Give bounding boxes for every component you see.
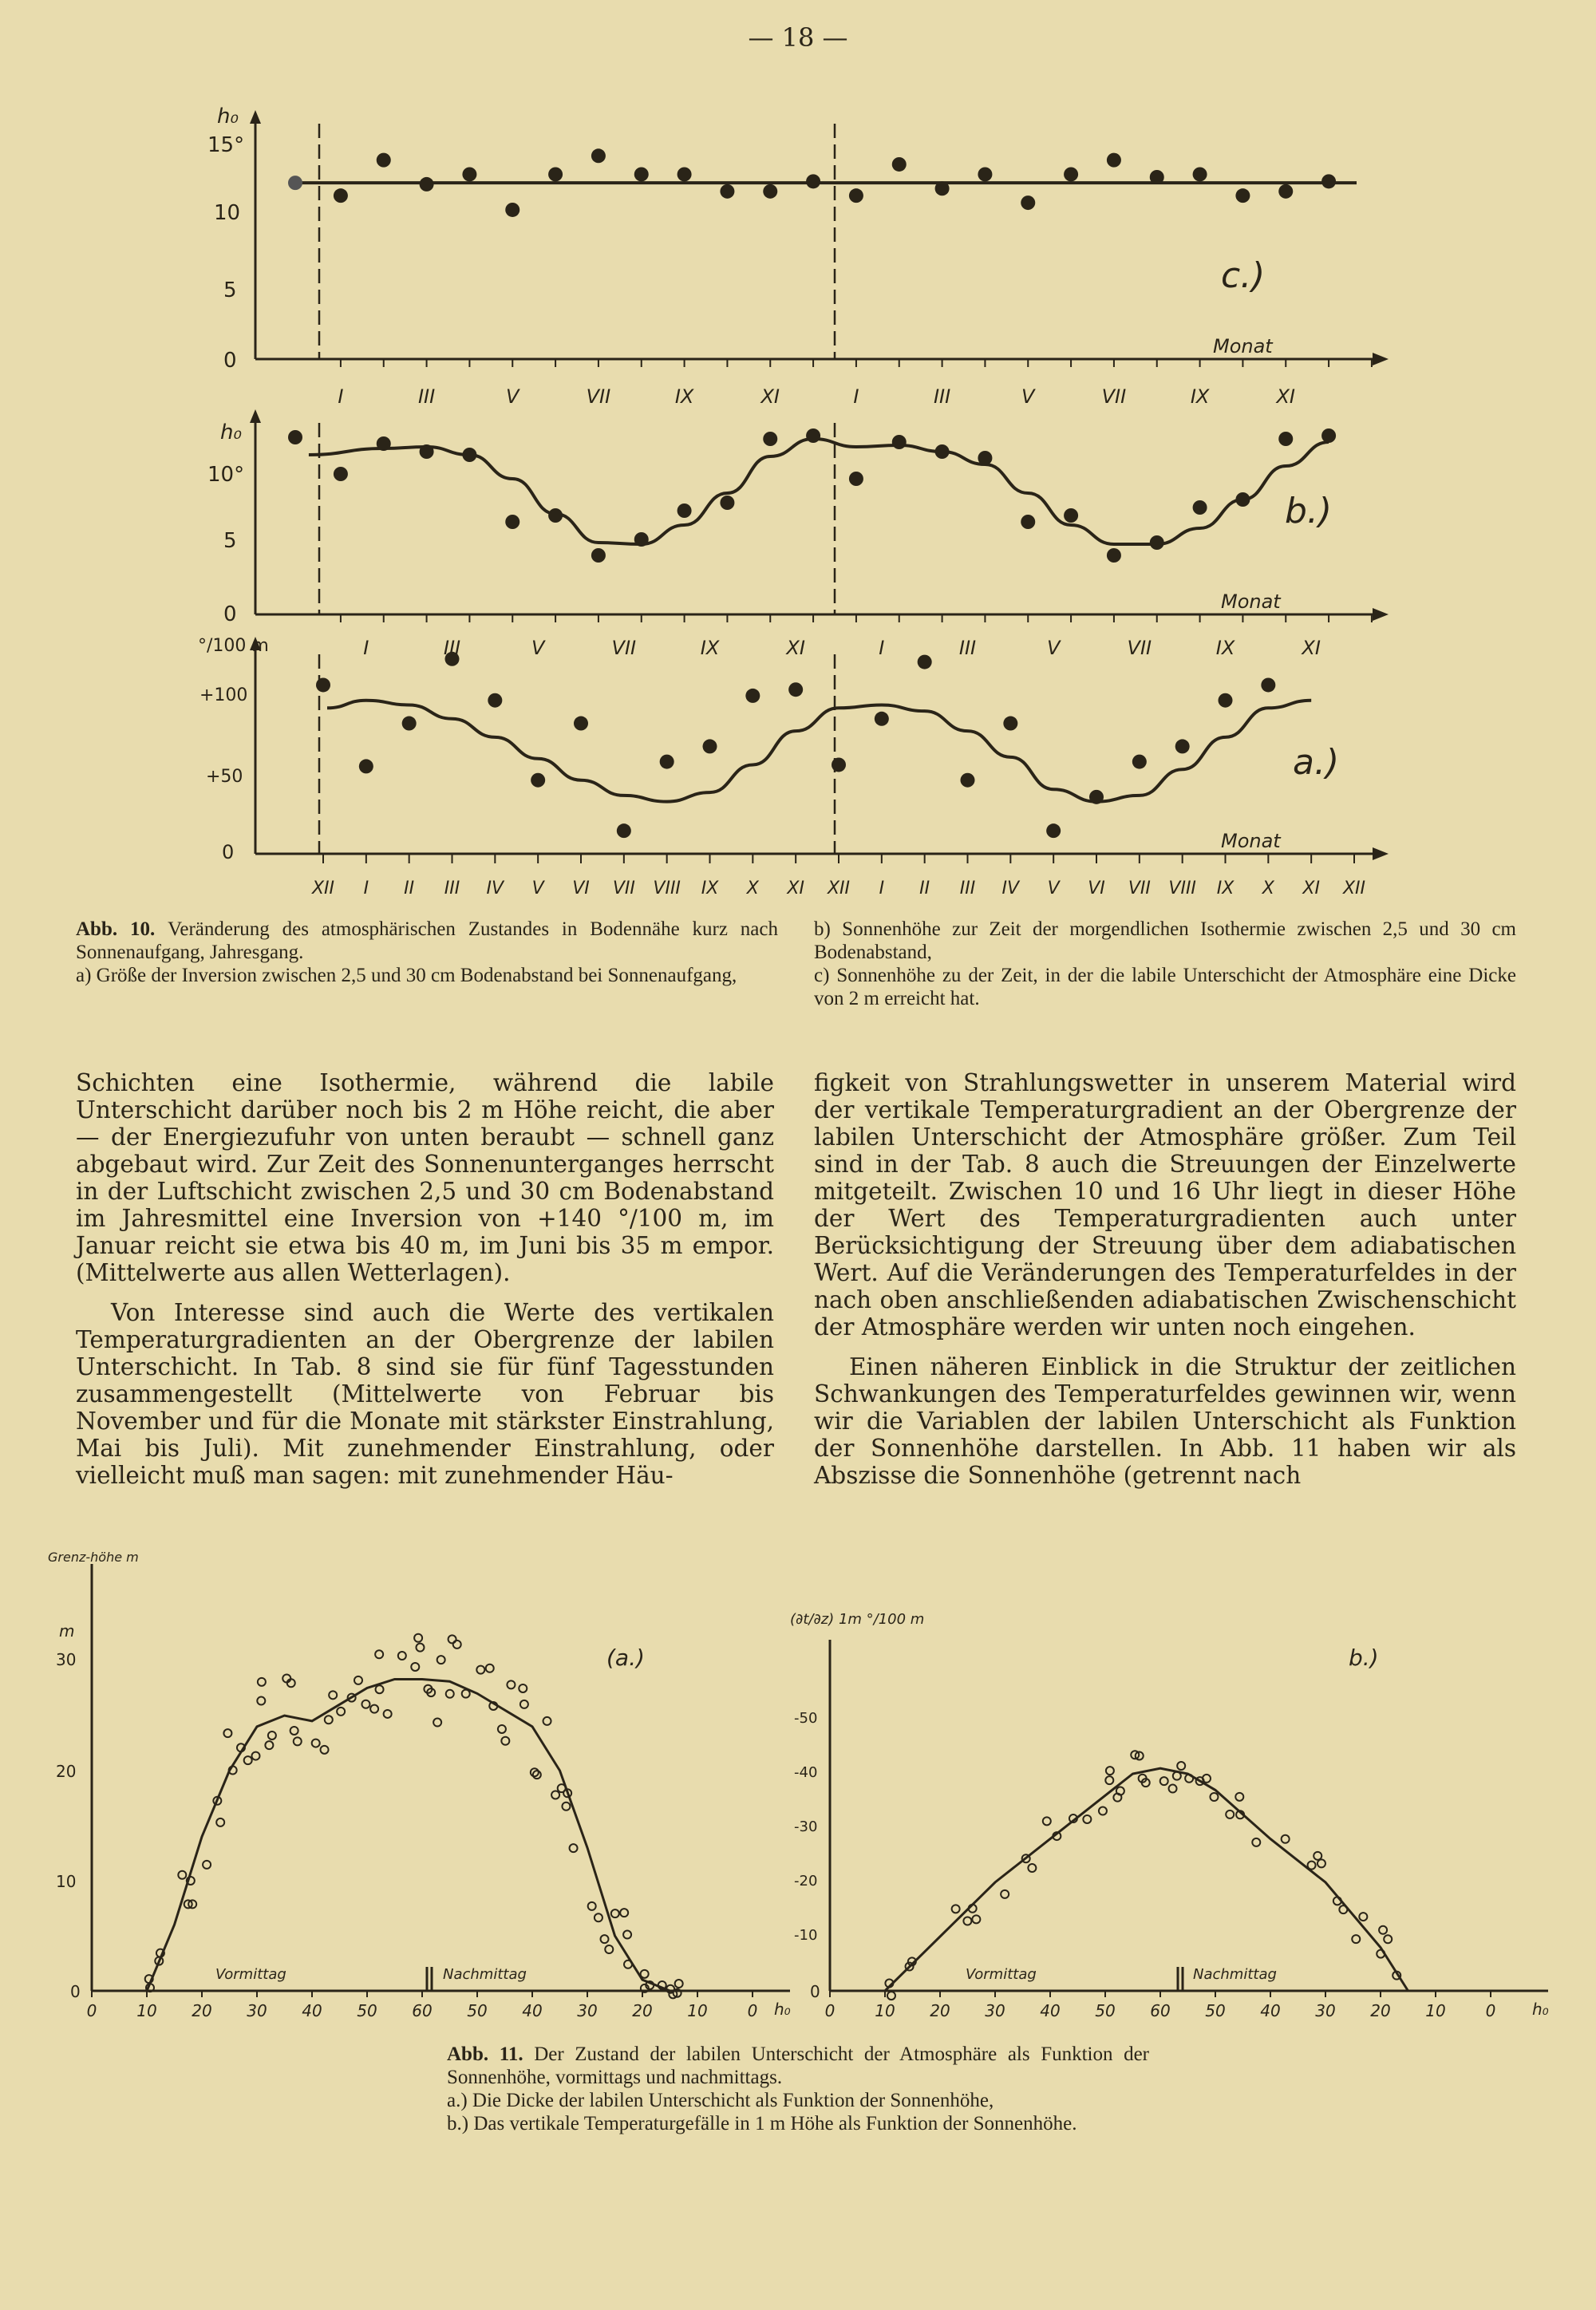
a11-point <box>398 1652 406 1660</box>
a11-point <box>203 1861 211 1869</box>
c-xtick-label: I <box>853 385 859 408</box>
fig11-caption-title: Der Zustand der labilen Unterschicht der Atmosphäre als Funktion der Sonnenhöhe, vormittags und nachmittags. <box>447 2043 1150 2088</box>
a-xtick-label: VI <box>572 879 590 898</box>
b11-xtick-label: 40 <box>1040 2001 1061 2020</box>
b-point <box>634 532 649 547</box>
b11-seg-nachmittag: Nachmittag <box>1193 1966 1277 1983</box>
a11-point <box>268 1732 276 1739</box>
a-top-label: V <box>1046 637 1061 659</box>
a-point <box>402 717 417 731</box>
a11-point <box>611 1909 619 1917</box>
a-xtick-label: IV <box>486 879 504 898</box>
fig11-caption-a: a.) Die Dicke der labilen Unterschicht als Funktion der Sonnenhöhe, <box>447 2090 994 2111</box>
body-right-p1: figkeit von Strahlungswetter in unserem Material wird der vertikale Temperaturgradient an der Obergrenze der labilen Unterschicht der Atmosphäre größer. Zum Teil sind in der Tab. 8 auch die Streuungen der Einzelwerte mitgeteilt. Zwischen 10 und 16 Uhr liegt in dieser Höhe der Wert des Temperaturgradienten auch unter Berücksichtigung der Streuung über dem adiabatischen Wert. Auf die Veränderungen des Temperaturfeldes in der nach oben anschließenden adiabatischen Zwischenschicht der Atmosphäre werden wir unten noch eingehen. <box>814 1069 1516 1341</box>
b11-point <box>1252 1838 1260 1846</box>
a11-point <box>411 1663 419 1671</box>
b-point <box>1107 548 1121 563</box>
c-point <box>892 157 907 172</box>
a-xtick-label: I <box>363 879 369 898</box>
c-xtick-label: XI <box>1276 385 1296 408</box>
a11-point <box>329 1691 337 1699</box>
a11-xtick-label: 10 <box>136 2001 157 2020</box>
a-title: a.) <box>1293 742 1340 783</box>
c-xtick-label: IX <box>1190 385 1210 408</box>
a11-point <box>251 1752 259 1760</box>
svg-text:m: m <box>59 1621 75 1641</box>
b-curve <box>309 439 1329 544</box>
a-xtick-label: XI <box>787 879 804 898</box>
c-point <box>720 184 734 199</box>
b11-point <box>1226 1810 1234 1818</box>
a-top-label: VII <box>611 637 637 659</box>
b11-point <box>1169 1785 1177 1793</box>
c-point <box>678 167 692 181</box>
b11-point <box>1314 1852 1321 1860</box>
a11-point <box>570 1844 578 1852</box>
b11-point <box>1384 1935 1392 1943</box>
a11-xtick-label: 20 <box>632 2001 653 2020</box>
a11-curve <box>147 1679 686 1991</box>
b-ytick-0: 0 <box>223 602 237 626</box>
a-xtick-label: IV <box>1001 879 1020 898</box>
a11-point <box>312 1739 320 1747</box>
b11-ytick-50: -50 <box>794 1710 818 1727</box>
b11-point <box>1083 1815 1091 1823</box>
body-left-column <box>76 1069 774 1502</box>
b-point <box>420 444 434 459</box>
a11-ytick-0: 0 <box>70 1982 81 2001</box>
fig11-caption-lead: Abb. 11. <box>447 2043 523 2065</box>
body-right-column <box>814 1069 1516 1502</box>
a11-point <box>551 1791 559 1799</box>
b11-xtick-label: 10 <box>875 2001 895 2020</box>
a11-xtick-label: 10 <box>687 2001 708 2020</box>
c-xtick-label: XI <box>760 385 780 408</box>
figure-11 <box>32 1544 1572 2023</box>
b11-xtick-label: 20 <box>930 2001 950 2020</box>
a11-point <box>216 1818 224 1826</box>
c-point <box>935 181 950 195</box>
a11-xtick-label: 0 <box>747 2001 758 2020</box>
b11-point <box>1043 1817 1051 1825</box>
c-xtick-label: V <box>1021 385 1035 408</box>
c-point <box>634 167 649 181</box>
b11-point <box>1177 1762 1185 1770</box>
a-point <box>1261 677 1275 692</box>
a11-point <box>501 1737 509 1745</box>
body-left-p2: Von Interesse sind auch die Werte des vertikalen Temperaturgradienten an der Obergrenze der labilen Unterschicht. In Tab. 8 sind sie für fünf Tagesstunden zusammengestellt (Mittelwerte von Februar bis November und für die Monate mit stärkster Einstrahlung, Mai bis Juli). Mit zunehmender Einstrahlung, oder vielleicht muß man sagen: mit zunehmender Häu- <box>76 1299 774 1489</box>
b11-point <box>1173 1772 1181 1780</box>
a11-point <box>520 1700 528 1708</box>
c-xtick-label: III <box>933 385 951 408</box>
b-point <box>1321 428 1336 443</box>
a11-point <box>446 1690 454 1698</box>
a11-point <box>361 1700 369 1708</box>
b-xlabel: Monat <box>1221 590 1281 613</box>
a-curve <box>327 701 1311 802</box>
a11-point <box>321 1746 329 1754</box>
b11-point <box>1308 1862 1316 1870</box>
c-ytick-0: 0 <box>223 349 237 373</box>
b11-xtick-label: 40 <box>1260 2001 1281 2020</box>
c-xtick-label: IX <box>674 385 694 408</box>
a11-point <box>290 1727 298 1735</box>
b11-xtick-label: 30 <box>1315 2001 1336 2020</box>
a-xtick-label: VIII <box>653 879 681 898</box>
b11-point <box>963 1917 971 1925</box>
b-point <box>935 444 950 459</box>
a11-seg-vormittag: Vormittag <box>215 1966 286 1983</box>
c-xtick-label: V <box>506 385 519 408</box>
a-point <box>531 773 545 788</box>
a-top-label: XI <box>1302 637 1321 659</box>
c-point <box>1193 167 1207 181</box>
a-point <box>703 739 717 753</box>
b11-ytick-40: -40 <box>794 1764 818 1781</box>
figure-10 <box>176 104 1389 902</box>
a-point <box>918 655 932 669</box>
b11-xlabel: h₀ <box>1532 2000 1549 2019</box>
a11-point <box>376 1685 384 1693</box>
a11-title: (a.) <box>606 1645 645 1671</box>
a-top-label: III <box>443 637 461 659</box>
b11-xtick-label: 50 <box>1205 2001 1226 2020</box>
b11-point <box>1099 1807 1107 1815</box>
a11-point <box>375 1650 383 1658</box>
fig10-caption-c: c) Sonnenhöhe zu der Zeit, in der die labile Unterschicht der Atmosphäre eine Dicke von 2 m erreicht hat. <box>814 965 1516 1009</box>
b11-ytick-20: -20 <box>794 1873 818 1889</box>
a-xtick-label: II <box>919 879 930 898</box>
a-point <box>875 712 889 726</box>
c-point <box>849 188 863 203</box>
a11-point <box>384 1710 392 1718</box>
a11-xtick-label: 0 <box>86 2001 97 2020</box>
a-xtick-label: XII <box>311 879 335 898</box>
a11-point <box>519 1684 527 1692</box>
page-number: — 18 — <box>748 22 848 53</box>
c-point <box>420 177 434 192</box>
body-left-p1: Schichten eine Isothermie, während die labile Unterschicht darüber noch bis 2 m Höhe reicht, die aber — der Energiezufuhr von unten beraubt — schnell ganz abgebaut wird. Zur Zeit des Sonnenunterganges herrscht in der Luftschicht zwischen 2,5 und 30 cm Bodenabstand im Jahresmittel eine Inversion von +140 °/100 m, im Januar reicht sie etwa bis 40 m, im Juni bis 35 m empor. (Mittelwerte aus allen Wetterlagen). <box>76 1069 774 1286</box>
b11-point <box>1379 1926 1387 1934</box>
a-top-label: IX <box>700 637 720 659</box>
c-ytick-10: 10 <box>214 201 241 225</box>
a-point <box>488 693 502 708</box>
a11-point <box>265 1741 273 1749</box>
c-point <box>1064 167 1078 181</box>
a11-point <box>433 1719 441 1727</box>
b11-ytick-10: -10 <box>794 1927 818 1944</box>
a-xtick-label: II <box>404 879 415 898</box>
a11-ytick-30: 30 <box>56 1650 77 1669</box>
b11-point <box>952 1905 960 1913</box>
b11-point <box>1001 1890 1009 1898</box>
a11-point <box>562 1803 570 1810</box>
b-point <box>849 472 863 486</box>
b-title: b.) <box>1285 491 1333 531</box>
b11-curve <box>885 1768 1408 1991</box>
a-xtick-label: VII <box>1128 879 1151 898</box>
a11-ytick-20: 20 <box>56 1762 77 1781</box>
a-ytick-0: 0 <box>222 841 235 863</box>
b-point <box>720 496 734 510</box>
fig10-caption-lead: Abb. 10. <box>76 918 156 940</box>
a11-point <box>437 1656 445 1664</box>
c-point <box>462 167 476 181</box>
a11-point <box>223 1729 231 1737</box>
a-xtick-label: XII <box>827 879 851 898</box>
b-point <box>288 430 302 444</box>
b-point <box>505 515 519 529</box>
a-xtick-label: XI <box>1302 879 1320 898</box>
a-ytick-50: +50 <box>206 767 243 787</box>
b11-point <box>1106 1767 1114 1775</box>
a-top-label: XI <box>786 637 805 659</box>
a11-point <box>416 1644 424 1652</box>
b11-title: b.) <box>1349 1645 1379 1671</box>
b11-xtick-label: 0 <box>824 2001 836 2020</box>
c-ytick-5: 5 <box>223 278 237 302</box>
b11-point <box>1235 1793 1243 1801</box>
b-point <box>1193 500 1207 515</box>
fig10-caption-a: a) Größe der Inversion zwischen 2,5 und 30 cm Bodenabstand bei Sonnenaufgang, <box>76 965 737 986</box>
a11-point <box>595 1913 602 1921</box>
a11-point <box>462 1690 470 1698</box>
c-ylabel: h₀ <box>217 105 239 128</box>
c-xtick-label: III <box>417 385 436 408</box>
a11-xlabel: h₀ <box>774 2000 791 2019</box>
a-xtick-label: XII <box>1342 879 1366 898</box>
a-top-label: I <box>363 637 369 659</box>
c-point <box>591 148 606 163</box>
a-top-label: V <box>531 637 545 659</box>
a11-point <box>675 1980 683 1988</box>
b-point <box>462 448 476 462</box>
a-xtick-label: X <box>1262 879 1274 898</box>
fig11-caption-b: b.) Das vertikale Temperaturgefälle in 1 m Höhe als Funktion der Sonnenhöhe. <box>447 2113 1077 2134</box>
a-xtick-label: V <box>1047 879 1060 898</box>
a-point <box>1219 693 1233 708</box>
a11-xtick-label: 60 <box>412 2001 433 2020</box>
fig11-caption <box>447 2043 1149 2135</box>
b11-point <box>1028 1864 1036 1872</box>
a-point <box>617 823 631 838</box>
b-point <box>377 436 391 451</box>
a11-seg-nachmittag: Nachmittag <box>443 1966 527 1983</box>
a-top-label: I <box>879 637 885 659</box>
b11-point <box>1317 1859 1325 1867</box>
a11-point <box>486 1664 494 1672</box>
fig10-caption-title: Veränderung des atmosphärischen Zustandes in Bodennähe kurz nach Sonnenaufgang, Jahresgang. <box>76 918 778 963</box>
a11-point <box>337 1708 345 1716</box>
fig10-caption-right <box>814 918 1516 1010</box>
a11-xtick-label: 30 <box>247 2001 267 2020</box>
a11-point <box>507 1680 515 1688</box>
b11-ylabel: (∂t/∂z) 1m °/100 m <box>790 1611 925 1628</box>
a11-point <box>543 1717 551 1725</box>
c-xtick-label: I <box>338 385 344 408</box>
c-xtick-label: VII <box>1101 385 1127 408</box>
c-point <box>806 174 820 188</box>
a-point <box>1003 717 1017 731</box>
a-point <box>1089 790 1104 804</box>
c-point <box>1150 170 1164 184</box>
a-point <box>574 717 588 731</box>
a11-point <box>354 1676 362 1684</box>
a11-point <box>624 1961 632 1968</box>
fig10-caption-b: b) Sonnenhöhe zur Zeit der morgendlichen Isothermie zwischen 2,5 und 30 cm Bodenabstand, <box>814 918 1516 963</box>
a11-xtick-label: 30 <box>577 2001 598 2020</box>
a11-point <box>605 1945 613 1953</box>
a-ylabel: °/100 m <box>198 636 269 656</box>
a11-point <box>244 1756 252 1764</box>
a-xtick-label: VIII <box>1168 879 1196 898</box>
a-top-label: VII <box>1127 637 1152 659</box>
a11-xtick-label: 50 <box>357 2001 377 2020</box>
b11-point <box>1282 1835 1290 1843</box>
b11-xtick-label: 50 <box>1095 2001 1116 2020</box>
c-point <box>1021 195 1035 210</box>
a11-ylabel: Grenz-höhe m <box>48 1550 139 1565</box>
b-point <box>334 467 348 481</box>
c-ytick-15: 15° <box>207 133 245 157</box>
a-point <box>316 677 330 692</box>
a11-point <box>258 1678 266 1686</box>
a-xtick-label: VII <box>612 879 635 898</box>
b-point <box>1235 492 1250 507</box>
b11-point <box>972 1915 980 1923</box>
b-point <box>763 432 777 446</box>
a-ytick-100: +100 <box>200 685 248 705</box>
a11-point <box>370 1705 378 1713</box>
b-ytick-5: 5 <box>223 529 237 553</box>
a11-point <box>558 1784 566 1792</box>
b11-xtick-label: 0 <box>1485 2001 1496 2020</box>
a-xtick-label: III <box>444 879 460 898</box>
a-xtick-label: X <box>746 879 759 898</box>
a11-point <box>294 1737 302 1745</box>
b-point <box>1278 432 1293 446</box>
b-point <box>1150 535 1164 550</box>
a-point <box>1175 739 1190 753</box>
a11-point <box>623 1931 631 1939</box>
b11-point <box>1339 1905 1347 1913</box>
a11-point <box>448 1635 456 1643</box>
a-point <box>1132 755 1147 769</box>
a11-point <box>498 1725 506 1733</box>
b11-point <box>1160 1777 1168 1785</box>
b11-ytick-30: -30 <box>794 1818 818 1835</box>
a-point <box>1046 823 1061 838</box>
b-ytick-10: 10° <box>207 463 245 487</box>
b11-point <box>1210 1793 1218 1801</box>
a-xtick-label: IX <box>701 879 719 898</box>
b11-xtick-label: 30 <box>985 2001 1005 2020</box>
b11-point <box>1105 1776 1113 1784</box>
b-point <box>678 503 692 518</box>
c-point <box>548 167 563 181</box>
a11-point <box>588 1902 596 1910</box>
a11-point <box>178 1871 186 1879</box>
b-point <box>1021 515 1035 529</box>
a-point <box>359 759 373 773</box>
a-point <box>788 682 803 697</box>
body-right-p2: Einen näheren Einblick in die Struktur der zeitlichen Schwankungen des Temperaturfeldes gewinnen wir, wenn wir die Variablen der labilen Unterschicht als Funktion der Sonnenhöhe darstellen. In Abb. 11 haben wir als Abszisse die Sonnenhöhe (getrennt nach <box>814 1353 1516 1489</box>
c-title: c.) <box>1221 255 1266 296</box>
a11-xtick-label: 20 <box>192 2001 212 2020</box>
c-point <box>978 167 992 181</box>
b11-seg-vormittag: Vormittag <box>966 1966 1037 1983</box>
a-xtick-label: III <box>959 879 976 898</box>
a11-xtick-label: 40 <box>302 2001 322 2020</box>
a11-xtick-label: 50 <box>467 2001 488 2020</box>
c-point <box>377 153 391 168</box>
c-point <box>334 188 348 203</box>
a11-point <box>257 1697 265 1705</box>
a11-ytick-10: 10 <box>56 1872 77 1891</box>
fig10-caption-left <box>76 918 778 987</box>
c-xlabel: Monat <box>1213 335 1273 357</box>
a11-point <box>601 1935 609 1943</box>
c-point <box>1321 174 1336 188</box>
a-top-label: IX <box>1215 637 1235 659</box>
c-xtick-label: VII <box>586 385 611 408</box>
b-point <box>978 451 992 465</box>
b-point <box>806 428 820 443</box>
a-xtick-label: I <box>879 879 885 898</box>
b11-xtick-label: 60 <box>1150 2001 1171 2020</box>
a-xlabel: Monat <box>1221 830 1281 852</box>
c-point <box>1235 188 1250 203</box>
b-point <box>548 508 563 523</box>
a-xtick-label: VI <box>1088 879 1105 898</box>
a-point <box>660 755 674 769</box>
b-point <box>892 435 907 449</box>
a-top-label: III <box>958 637 977 659</box>
a-point <box>961 773 975 788</box>
a-xtick-label: IX <box>1216 879 1235 898</box>
b11-ytick-0: 0 <box>810 1982 820 2001</box>
a-xtick-label: V <box>531 879 544 898</box>
b11-point <box>1359 1913 1367 1921</box>
a11-point <box>641 1970 649 1978</box>
c-point <box>288 176 302 190</box>
c-point <box>1107 153 1121 168</box>
a11-point <box>325 1716 333 1724</box>
a11-xtick-label: 40 <box>522 2001 543 2020</box>
b11-xtick-label: 10 <box>1425 2001 1446 2020</box>
b11-xtick-label: 20 <box>1370 2001 1391 2020</box>
b-ylabel: h₀ <box>220 421 242 444</box>
a-point <box>745 689 760 703</box>
a11-point <box>453 1641 461 1649</box>
b11-point <box>1352 1935 1360 1943</box>
c-point <box>1278 184 1293 199</box>
b-point <box>591 548 606 563</box>
b11-point <box>887 1992 895 2000</box>
a11-point <box>414 1634 422 1642</box>
c-point <box>763 184 777 199</box>
a-point <box>832 757 846 772</box>
a11-point <box>476 1666 484 1674</box>
c-point <box>505 203 519 217</box>
b-point <box>1064 508 1078 523</box>
a11-point <box>620 1909 628 1917</box>
